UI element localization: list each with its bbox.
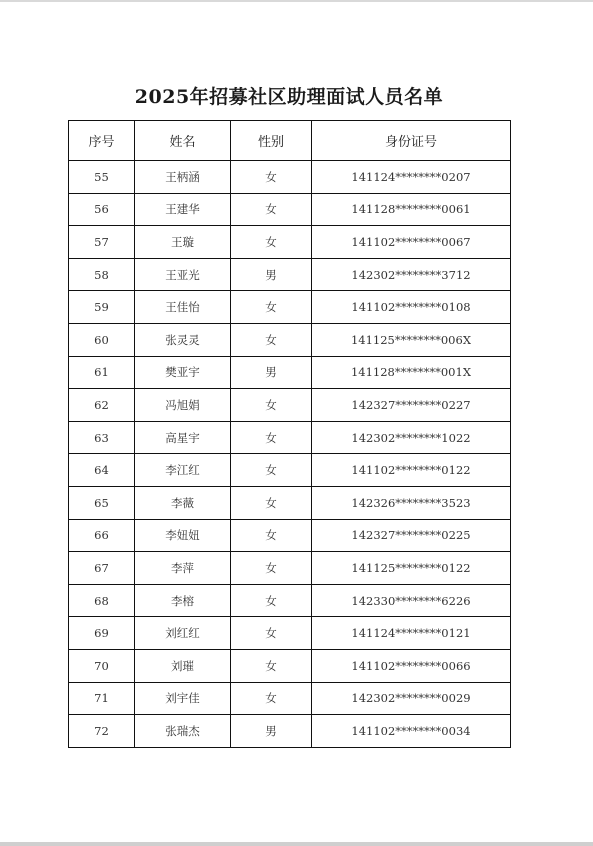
table-header-row (69, 121, 511, 161)
header-id-number: 身份证号 (312, 121, 511, 161)
serial-number-cell: 66 (69, 519, 135, 552)
gender-cell: 男 (231, 715, 312, 748)
table-row (69, 389, 511, 422)
serial-number-cell: 62 (69, 389, 135, 422)
name-cell: 李榕 (135, 584, 231, 617)
table-row (69, 421, 511, 454)
table-row (69, 486, 511, 519)
id-number-cell: 141128********001X (312, 356, 511, 389)
id-number-cell: 141102********0122 (312, 454, 511, 487)
header-serial-number: 序号 (69, 121, 135, 161)
id-number-cell: 141124********0121 (312, 617, 511, 650)
id-number-cell: 142302********0029 (312, 682, 511, 715)
id-number-cell: 141102********0108 (312, 291, 511, 324)
name-cell: 王柄涵 (135, 161, 231, 194)
serial-number-cell: 67 (69, 552, 135, 585)
table-row (69, 161, 511, 194)
table-row (69, 682, 511, 715)
gender-cell: 女 (231, 389, 312, 422)
serial-number-cell: 63 (69, 421, 135, 454)
serial-number-cell: 59 (69, 291, 135, 324)
id-number-cell: 142302********3712 (312, 258, 511, 291)
table-row (69, 226, 511, 259)
page-top-edge (0, 0, 593, 2)
header-gender: 性别 (231, 121, 312, 161)
id-number-cell: 142330********6226 (312, 584, 511, 617)
name-cell: 李薇 (135, 486, 231, 519)
id-number-cell: 141102********0067 (312, 226, 511, 259)
serial-number-cell: 55 (69, 161, 135, 194)
table-row (69, 519, 511, 552)
id-number-cell: 141128********0061 (312, 193, 511, 226)
name-cell: 王璇 (135, 226, 231, 259)
table-row (69, 258, 511, 291)
table-row (69, 552, 511, 585)
table-row (69, 649, 511, 682)
name-cell: 李萍 (135, 552, 231, 585)
name-cell: 李妞妞 (135, 519, 231, 552)
id-number-cell: 142327********0227 (312, 389, 511, 422)
name-cell: 高星宇 (135, 421, 231, 454)
table-row (69, 584, 511, 617)
name-cell: 王亚光 (135, 258, 231, 291)
gender-cell: 女 (231, 291, 312, 324)
name-cell: 张瑞杰 (135, 715, 231, 748)
id-number-cell: 142326********3523 (312, 486, 511, 519)
header-name: 姓名 (135, 121, 231, 161)
gender-cell: 女 (231, 486, 312, 519)
serial-number-cell: 64 (69, 454, 135, 487)
id-number-cell: 141102********0034 (312, 715, 511, 748)
gender-cell: 女 (231, 649, 312, 682)
name-cell: 樊亚宇 (135, 356, 231, 389)
gender-cell: 男 (231, 356, 312, 389)
gender-cell: 女 (231, 584, 312, 617)
serial-number-cell: 61 (69, 356, 135, 389)
serial-number-cell: 68 (69, 584, 135, 617)
id-number-cell: 142302********1022 (312, 421, 511, 454)
table-row (69, 193, 511, 226)
gender-cell: 女 (231, 193, 312, 226)
serial-number-cell: 72 (69, 715, 135, 748)
name-cell: 刘宇佳 (135, 682, 231, 715)
table-row (69, 454, 511, 487)
table-row (69, 356, 511, 389)
serial-number-cell: 70 (69, 649, 135, 682)
table-row (69, 617, 511, 650)
document-title: 2025年招募社区助理面试人员名单 (134, 86, 444, 108)
page-bottom-edge (0, 842, 593, 846)
gender-cell: 女 (231, 226, 312, 259)
gender-cell: 女 (231, 323, 312, 356)
serial-number-cell: 58 (69, 258, 135, 291)
serial-number-cell: 65 (69, 486, 135, 519)
serial-number-cell: 57 (69, 226, 135, 259)
table-row (69, 715, 511, 748)
name-cell: 王佳怡 (135, 291, 231, 324)
name-cell: 冯旭娟 (135, 389, 231, 422)
gender-cell: 女 (231, 617, 312, 650)
gender-cell: 女 (231, 454, 312, 487)
gender-cell: 女 (231, 552, 312, 585)
name-cell: 刘璀 (135, 649, 231, 682)
serial-number-cell: 69 (69, 617, 135, 650)
name-cell: 刘红红 (135, 617, 231, 650)
id-number-cell: 141125********0122 (312, 552, 511, 585)
serial-number-cell: 60 (69, 323, 135, 356)
id-number-cell: 142327********0225 (312, 519, 511, 552)
id-number-cell: 141125********006X (312, 323, 511, 356)
gender-cell: 女 (231, 421, 312, 454)
serial-number-cell: 71 (69, 682, 135, 715)
interview-list-table (68, 120, 511, 748)
serial-number-cell: 56 (69, 193, 135, 226)
table-row (69, 291, 511, 324)
table-row (69, 323, 511, 356)
name-cell: 李江红 (135, 454, 231, 487)
name-cell: 王建华 (135, 193, 231, 226)
id-number-cell: 141102********0066 (312, 649, 511, 682)
gender-cell: 女 (231, 161, 312, 194)
gender-cell: 女 (231, 519, 312, 552)
gender-cell: 男 (231, 258, 312, 291)
gender-cell: 女 (231, 682, 312, 715)
name-cell: 张灵灵 (135, 323, 231, 356)
id-number-cell: 141124********0207 (312, 161, 511, 194)
